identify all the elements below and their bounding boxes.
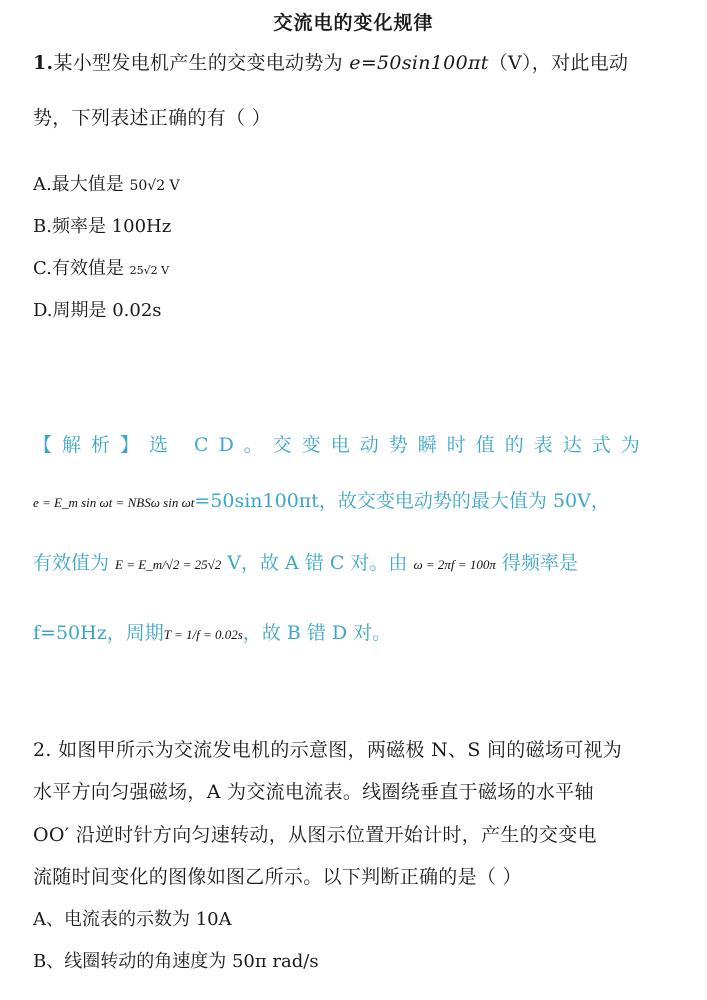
q1-option-b: B.频率是 100Hz	[33, 216, 172, 237]
analysis-formula-effective: E = E_m/√2 = 25√2	[115, 557, 222, 572]
page-title: 交流电的变化规律	[273, 12, 434, 34]
q1-option-c	[33, 254, 707, 280]
q1-equation: e=50sin100πt	[349, 52, 489, 74]
q1-line2: 势，下列表述正确的有（ ）	[33, 107, 271, 129]
analysis-line2	[33, 486, 707, 513]
q2-line4: 流随时间变化的图像如图乙所示。以下判断正确的是（ ）	[33, 866, 522, 888]
q1-option-a	[33, 170, 707, 196]
analysis-line4-post: ，故 B 错 D 对。	[242, 622, 392, 644]
analysis-line3-mid: V，故 A 错 C 对。由	[221, 552, 414, 574]
q1-option-a-value: 50√2 V	[129, 178, 180, 194]
q1-option-c-value: 25√2 V	[129, 264, 170, 277]
q1-number: 1.	[33, 52, 54, 74]
q1-stem: 某小型发电机产生的交变电动势为	[53, 52, 350, 74]
q2-option-a: A、电流表的示数为 10A	[33, 909, 232, 930]
q2-line2: 水平方向匀强磁场，A 为交流电流表。线圈绕垂直于磁场的水平轴	[33, 781, 594, 803]
q1-option-c-label: C.有效值是	[33, 258, 130, 279]
analysis-line3-pre: 有效值为	[33, 552, 116, 574]
q1-line1	[33, 48, 707, 75]
analysis-line1: 【解析】选 CD。交变电动势瞬时值的表达式为	[33, 434, 650, 456]
q2-line1: 2. 如图甲所示为交流发电机的示意图，两磁极 N、S 间的磁场可视为	[33, 739, 623, 761]
analysis-formula-1: e = E_m sin ωt = NBSω sin ωt	[33, 495, 195, 510]
q2-option-b: B、线圈转动的角速度为 50π rad/s	[33, 951, 319, 972]
analysis-formula-omega: ω = 2πf = 100π	[413, 557, 496, 572]
q1-option-a-label: A.最大值是	[33, 174, 130, 195]
analysis-line4-pre: f=50Hz，周期	[33, 622, 164, 644]
analysis-line3-post: 得频率是	[495, 552, 578, 574]
analysis-formula-period: T = 1/f = 0.02s	[163, 627, 243, 642]
q1-option-d: D.周期是 0.02s	[33, 300, 162, 321]
analysis-line4	[33, 618, 707, 645]
analysis-line3	[33, 548, 707, 575]
q2-line3: OO′ 沿逆时针方向匀速转动，从图示位置开始计时，产生的交变电	[33, 824, 597, 846]
q1-stem-suffix: （V），对此电动	[488, 52, 629, 74]
analysis-line2-text: =50sin100πt，故交变电动势的最大值为 50V，	[194, 490, 610, 512]
